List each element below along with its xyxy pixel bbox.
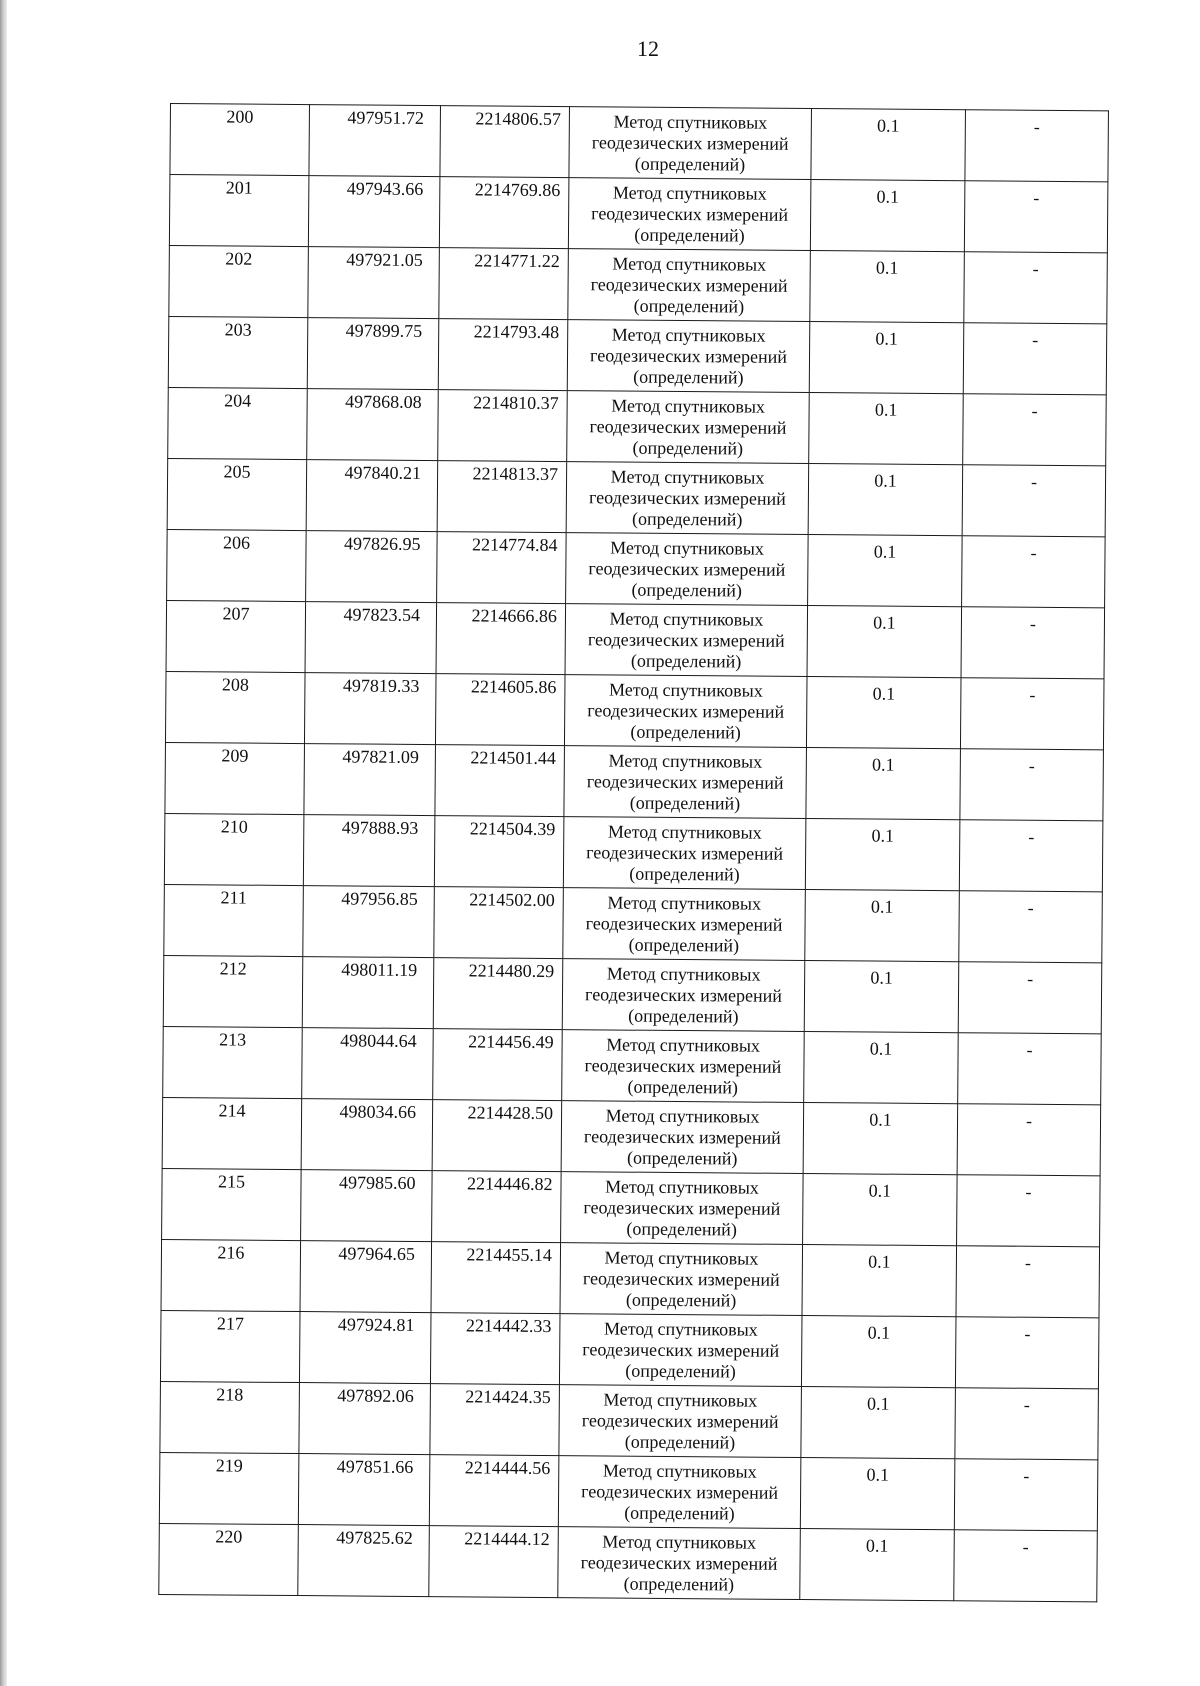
x-coordinate-cell: 497851.66 <box>298 1454 430 1526</box>
accuracy-cell: 0.1 <box>809 322 964 394</box>
method-line: Метод спутниковых <box>602 1460 757 1482</box>
note-cell: - <box>963 394 1107 466</box>
point-number-cell: 214 <box>162 1097 302 1169</box>
method-line: (определений) <box>625 1360 736 1382</box>
point-number-cell: 215 <box>162 1168 302 1240</box>
method-cell <box>567 320 810 393</box>
table-row <box>163 955 1102 1033</box>
page-number <box>0 36 1200 62</box>
method-cell <box>563 817 806 890</box>
note-cell: - <box>964 181 1108 253</box>
table-row <box>168 387 1107 465</box>
y-coordinate-cell: 2214806.57 <box>440 106 570 178</box>
y-coordinate-cell: 2214771.22 <box>439 248 569 320</box>
point-number-cell: 206 <box>167 529 307 601</box>
method-line: (определений) <box>629 792 741 814</box>
method-cell <box>566 533 809 606</box>
method-cell <box>558 1456 801 1529</box>
method-line: геодезических измерений <box>587 629 785 651</box>
table-row <box>167 458 1106 536</box>
method-line: Метод спутниковых <box>608 679 763 701</box>
note-cell: - <box>960 749 1104 821</box>
table-row <box>169 245 1108 323</box>
x-coordinate-cell: 497840.21 <box>306 460 438 532</box>
method-line: (определений) <box>625 1289 737 1311</box>
method-cell <box>558 1527 801 1600</box>
x-coordinate-cell: 498044.64 <box>302 1028 434 1100</box>
method-line: геодезических измерений <box>580 1552 778 1574</box>
accuracy-cell: 0.1 <box>809 393 964 465</box>
point-number-cell: 203 <box>168 316 308 388</box>
note-cell: - <box>956 1246 1100 1318</box>
method-line: Метод спутниковых <box>606 1034 761 1056</box>
method-line: Метод спутниковых <box>611 324 766 346</box>
y-coordinate-cell: 2214424.35 <box>430 1384 560 1456</box>
note-cell: - <box>963 323 1107 395</box>
accuracy-cell: 0.1 <box>803 1174 958 1246</box>
method-line: геодезических измерений <box>590 274 788 296</box>
x-coordinate-cell: 498011.19 <box>302 957 434 1029</box>
method-line: геодезических измерений <box>581 1481 779 1503</box>
table-row <box>159 1452 1098 1530</box>
method-line: геодезических измерений <box>590 345 788 367</box>
accuracy-cell: 0.1 <box>810 180 965 252</box>
method-cell <box>559 1314 802 1387</box>
x-coordinate-cell: 497951.72 <box>309 105 441 177</box>
method-line: геодезических измерений <box>591 132 789 154</box>
method-cell <box>567 391 810 464</box>
method-line: геодезических измерений <box>588 487 786 509</box>
method-cell <box>569 107 812 180</box>
y-coordinate-cell: 2214501.44 <box>435 745 565 817</box>
table-row <box>168 316 1107 394</box>
method-line: Метод спутниковых <box>610 537 764 559</box>
accuracy-cell: 0.1 <box>806 677 961 749</box>
method-line: геодезических измерений <box>585 913 783 935</box>
note-cell: - <box>962 465 1106 537</box>
note-cell: - <box>964 252 1108 324</box>
method-cell <box>562 959 805 1032</box>
method-line: Метод спутниковых <box>603 1389 758 1411</box>
method-line: геодезических измерений <box>584 1055 782 1077</box>
method-line: (определений) <box>624 1431 736 1453</box>
method-line: (определений) <box>627 1076 739 1098</box>
method-line: геодезических измерений <box>581 1410 779 1432</box>
method-line: Метод спутниковых <box>602 1531 757 1553</box>
method-line: (определений) <box>628 1005 739 1027</box>
table-row <box>160 1381 1099 1459</box>
y-coordinate-cell: 2214605.86 <box>435 674 565 746</box>
accuracy-cell: 0.1 <box>803 1103 958 1175</box>
method-line: Метод спутниковых <box>610 466 765 488</box>
point-number-cell: 207 <box>166 600 306 672</box>
point-number-cell: 204 <box>168 387 308 459</box>
note-cell: - <box>959 891 1103 963</box>
method-line: (определений) <box>634 153 746 175</box>
y-coordinate-cell: 2214456.49 <box>433 1029 563 1101</box>
x-coordinate-cell: 497892.06 <box>299 1383 431 1455</box>
y-coordinate-cell: 2214502.00 <box>434 887 564 959</box>
method-line: Метод спутниковых <box>605 1105 760 1127</box>
point-number-cell: 201 <box>169 175 309 247</box>
y-coordinate-cell: 2214442.33 <box>430 1313 560 1385</box>
method-cell <box>559 1385 802 1458</box>
accuracy-cell: 0.1 <box>810 251 965 323</box>
y-coordinate-cell: 2214444.12 <box>429 1526 559 1598</box>
method-line: (определений) <box>633 295 745 317</box>
point-number-cell: 205 <box>167 458 307 530</box>
method-line: геодезических измерений <box>591 203 789 225</box>
x-coordinate-cell: 497868.08 <box>307 389 439 461</box>
note-cell: - <box>955 1388 1099 1460</box>
accuracy-cell: 0.1 <box>808 535 963 607</box>
point-number-cell: 200 <box>170 104 310 176</box>
x-coordinate-cell: 497888.93 <box>303 815 435 887</box>
y-coordinate-cell: 2214793.48 <box>438 319 568 391</box>
x-coordinate-cell: 497819.33 <box>304 673 436 745</box>
method-line: Метод спутниковых <box>606 963 761 985</box>
method-line: (определений) <box>630 650 742 672</box>
point-number-cell: 219 <box>159 1452 299 1524</box>
point-number-cell: 212 <box>163 955 303 1027</box>
x-coordinate-cell: 498034.66 <box>301 1099 433 1171</box>
table-row <box>164 813 1103 891</box>
note-cell: - <box>954 1530 1098 1602</box>
y-coordinate-cell: 2214504.39 <box>434 816 564 888</box>
method-line: геодезических измерений <box>588 558 786 580</box>
note-cell: - <box>958 1033 1102 1105</box>
accuracy-cell: 0.1 <box>808 464 963 536</box>
y-coordinate-cell: 2214444.56 <box>429 1455 559 1527</box>
method-cell <box>562 1030 805 1103</box>
method-line: (определений) <box>630 721 741 743</box>
method-cell <box>568 178 811 251</box>
accuracy-cell: 0.1 <box>800 1457 955 1529</box>
method-line: геодезических измерений <box>585 984 783 1006</box>
method-line: Метод спутниковых <box>603 1318 758 1340</box>
method-line: (определений) <box>629 863 740 885</box>
method-line: (определений) <box>632 437 744 459</box>
method-cell <box>566 462 809 535</box>
accuracy-cell: 0.1 <box>804 961 959 1033</box>
coordinates-table-body <box>159 104 1109 1602</box>
table-row <box>165 742 1104 820</box>
y-coordinate-cell: 2214774.84 <box>437 532 567 604</box>
point-number-cell: 208 <box>165 671 305 743</box>
accuracy-cell: 0.1 <box>804 1032 959 1104</box>
note-cell: - <box>960 678 1104 750</box>
x-coordinate-cell: 497825.62 <box>298 1525 430 1597</box>
table-row <box>162 1097 1101 1175</box>
y-coordinate-cell: 2214813.37 <box>437 461 567 533</box>
y-coordinate-cell: 2214769.86 <box>439 177 569 249</box>
accuracy-cell: 0.1 <box>811 109 966 181</box>
method-cell <box>561 1172 804 1245</box>
table-row <box>162 1168 1101 1246</box>
scan-edge <box>0 0 7 1686</box>
x-coordinate-cell: 497821.09 <box>304 744 436 816</box>
accuracy-cell: 0.1 <box>807 606 962 678</box>
method-line: (определений) <box>634 224 745 246</box>
point-number-cell: 216 <box>161 1239 301 1311</box>
method-line: Метод спутниковых <box>613 111 768 133</box>
method-line: Метод спутниковых <box>607 821 762 843</box>
y-coordinate-cell: 2214455.14 <box>431 1242 561 1314</box>
x-coordinate-cell: 497924.81 <box>299 1312 431 1384</box>
x-coordinate-cell: 497956.85 <box>303 886 435 958</box>
y-coordinate-cell: 2214666.86 <box>436 603 566 675</box>
method-line: (определений) <box>623 1573 735 1595</box>
y-coordinate-cell: 2214446.82 <box>432 1171 562 1243</box>
x-coordinate-cell: 497899.75 <box>307 318 439 390</box>
table-row <box>164 884 1103 962</box>
method-line: Метод спутниковых <box>607 892 762 914</box>
method-line: геодезических измерений <box>587 700 785 722</box>
table-row <box>163 1026 1102 1104</box>
method-line: геодезических измерений <box>589 416 787 438</box>
y-coordinate-cell: 2214480.29 <box>433 958 563 1030</box>
accuracy-cell: 0.1 <box>801 1316 956 1388</box>
note-cell: - <box>965 110 1109 182</box>
table-row <box>167 529 1106 607</box>
page-number-text: 12 <box>637 36 659 61</box>
point-number-cell: 217 <box>160 1310 300 1382</box>
method-line: Метод спутниковых <box>612 253 767 275</box>
accuracy-cell: 0.1 <box>806 748 961 820</box>
point-number-cell: 202 <box>169 245 309 317</box>
method-line: геодезических измерений <box>582 1339 780 1361</box>
method-cell <box>568 249 811 322</box>
method-line: (определений) <box>628 934 740 956</box>
x-coordinate-cell: 497921.05 <box>308 247 440 319</box>
accuracy-cell: 0.1 <box>801 1386 956 1458</box>
note-cell: - <box>957 1104 1101 1176</box>
method-line: Метод спутниковых <box>608 750 763 772</box>
coordinates-table <box>158 103 1109 1602</box>
point-number-cell: 211 <box>164 884 304 956</box>
x-coordinate-cell: 497943.66 <box>308 176 440 248</box>
y-coordinate-cell: 2214428.50 <box>432 1100 562 1172</box>
x-coordinate-cell: 497826.95 <box>306 531 438 603</box>
note-cell: - <box>957 1175 1101 1247</box>
note-cell: - <box>959 820 1103 892</box>
method-line: геодезических измерений <box>586 771 784 793</box>
method-line: (определений) <box>626 1147 738 1169</box>
point-number-cell: 209 <box>165 742 305 814</box>
note-cell: - <box>955 1317 1099 1389</box>
method-line: (определений) <box>624 1502 735 1524</box>
method-line: Метод спутниковых <box>611 395 766 417</box>
method-line: (определений) <box>631 508 743 530</box>
method-line: геодезических измерений <box>583 1126 781 1148</box>
method-line: Метод спутниковых <box>604 1247 759 1269</box>
method-line: геодезических измерений <box>582 1268 780 1290</box>
x-coordinate-cell: 497823.54 <box>305 602 437 674</box>
point-number-cell: 218 <box>160 1381 300 1453</box>
accuracy-cell: 0.1 <box>805 890 960 962</box>
point-number-cell: 213 <box>163 1026 303 1098</box>
method-line: Метод спутниковых <box>612 182 767 204</box>
method-cell <box>565 604 808 677</box>
note-cell: - <box>958 962 1102 1034</box>
accuracy-cell: 0.1 <box>800 1528 955 1600</box>
method-line: геодезических измерений <box>586 842 784 864</box>
method-cell <box>560 1243 803 1316</box>
table-row <box>161 1239 1100 1317</box>
method-cell <box>561 1101 804 1174</box>
point-number-cell: 210 <box>164 813 304 885</box>
table-row <box>160 1310 1099 1388</box>
method-line: (определений) <box>631 579 742 601</box>
method-line: Метод спутниковых <box>609 608 764 630</box>
method-line: геодезических измерений <box>583 1197 781 1219</box>
accuracy-cell: 0.1 <box>802 1245 957 1317</box>
point-number-cell: 220 <box>159 1523 299 1595</box>
table-row <box>159 1523 1098 1601</box>
y-coordinate-cell: 2214810.37 <box>438 390 568 462</box>
note-cell: - <box>954 1459 1098 1531</box>
note-cell: - <box>962 536 1106 608</box>
table-row <box>169 175 1108 253</box>
accuracy-cell: 0.1 <box>805 819 960 891</box>
x-coordinate-cell: 497964.65 <box>300 1241 432 1313</box>
method-line: Метод спутниковых <box>605 1176 759 1198</box>
table-row <box>165 671 1104 749</box>
x-coordinate-cell: 497985.60 <box>301 1170 433 1242</box>
table-row <box>170 104 1109 182</box>
method-cell <box>564 746 807 819</box>
method-line: (определений) <box>633 366 744 388</box>
note-cell: - <box>961 607 1105 679</box>
method-line: (определений) <box>626 1218 737 1240</box>
method-cell <box>563 888 806 961</box>
table-row <box>166 600 1105 678</box>
method-cell <box>564 675 807 748</box>
